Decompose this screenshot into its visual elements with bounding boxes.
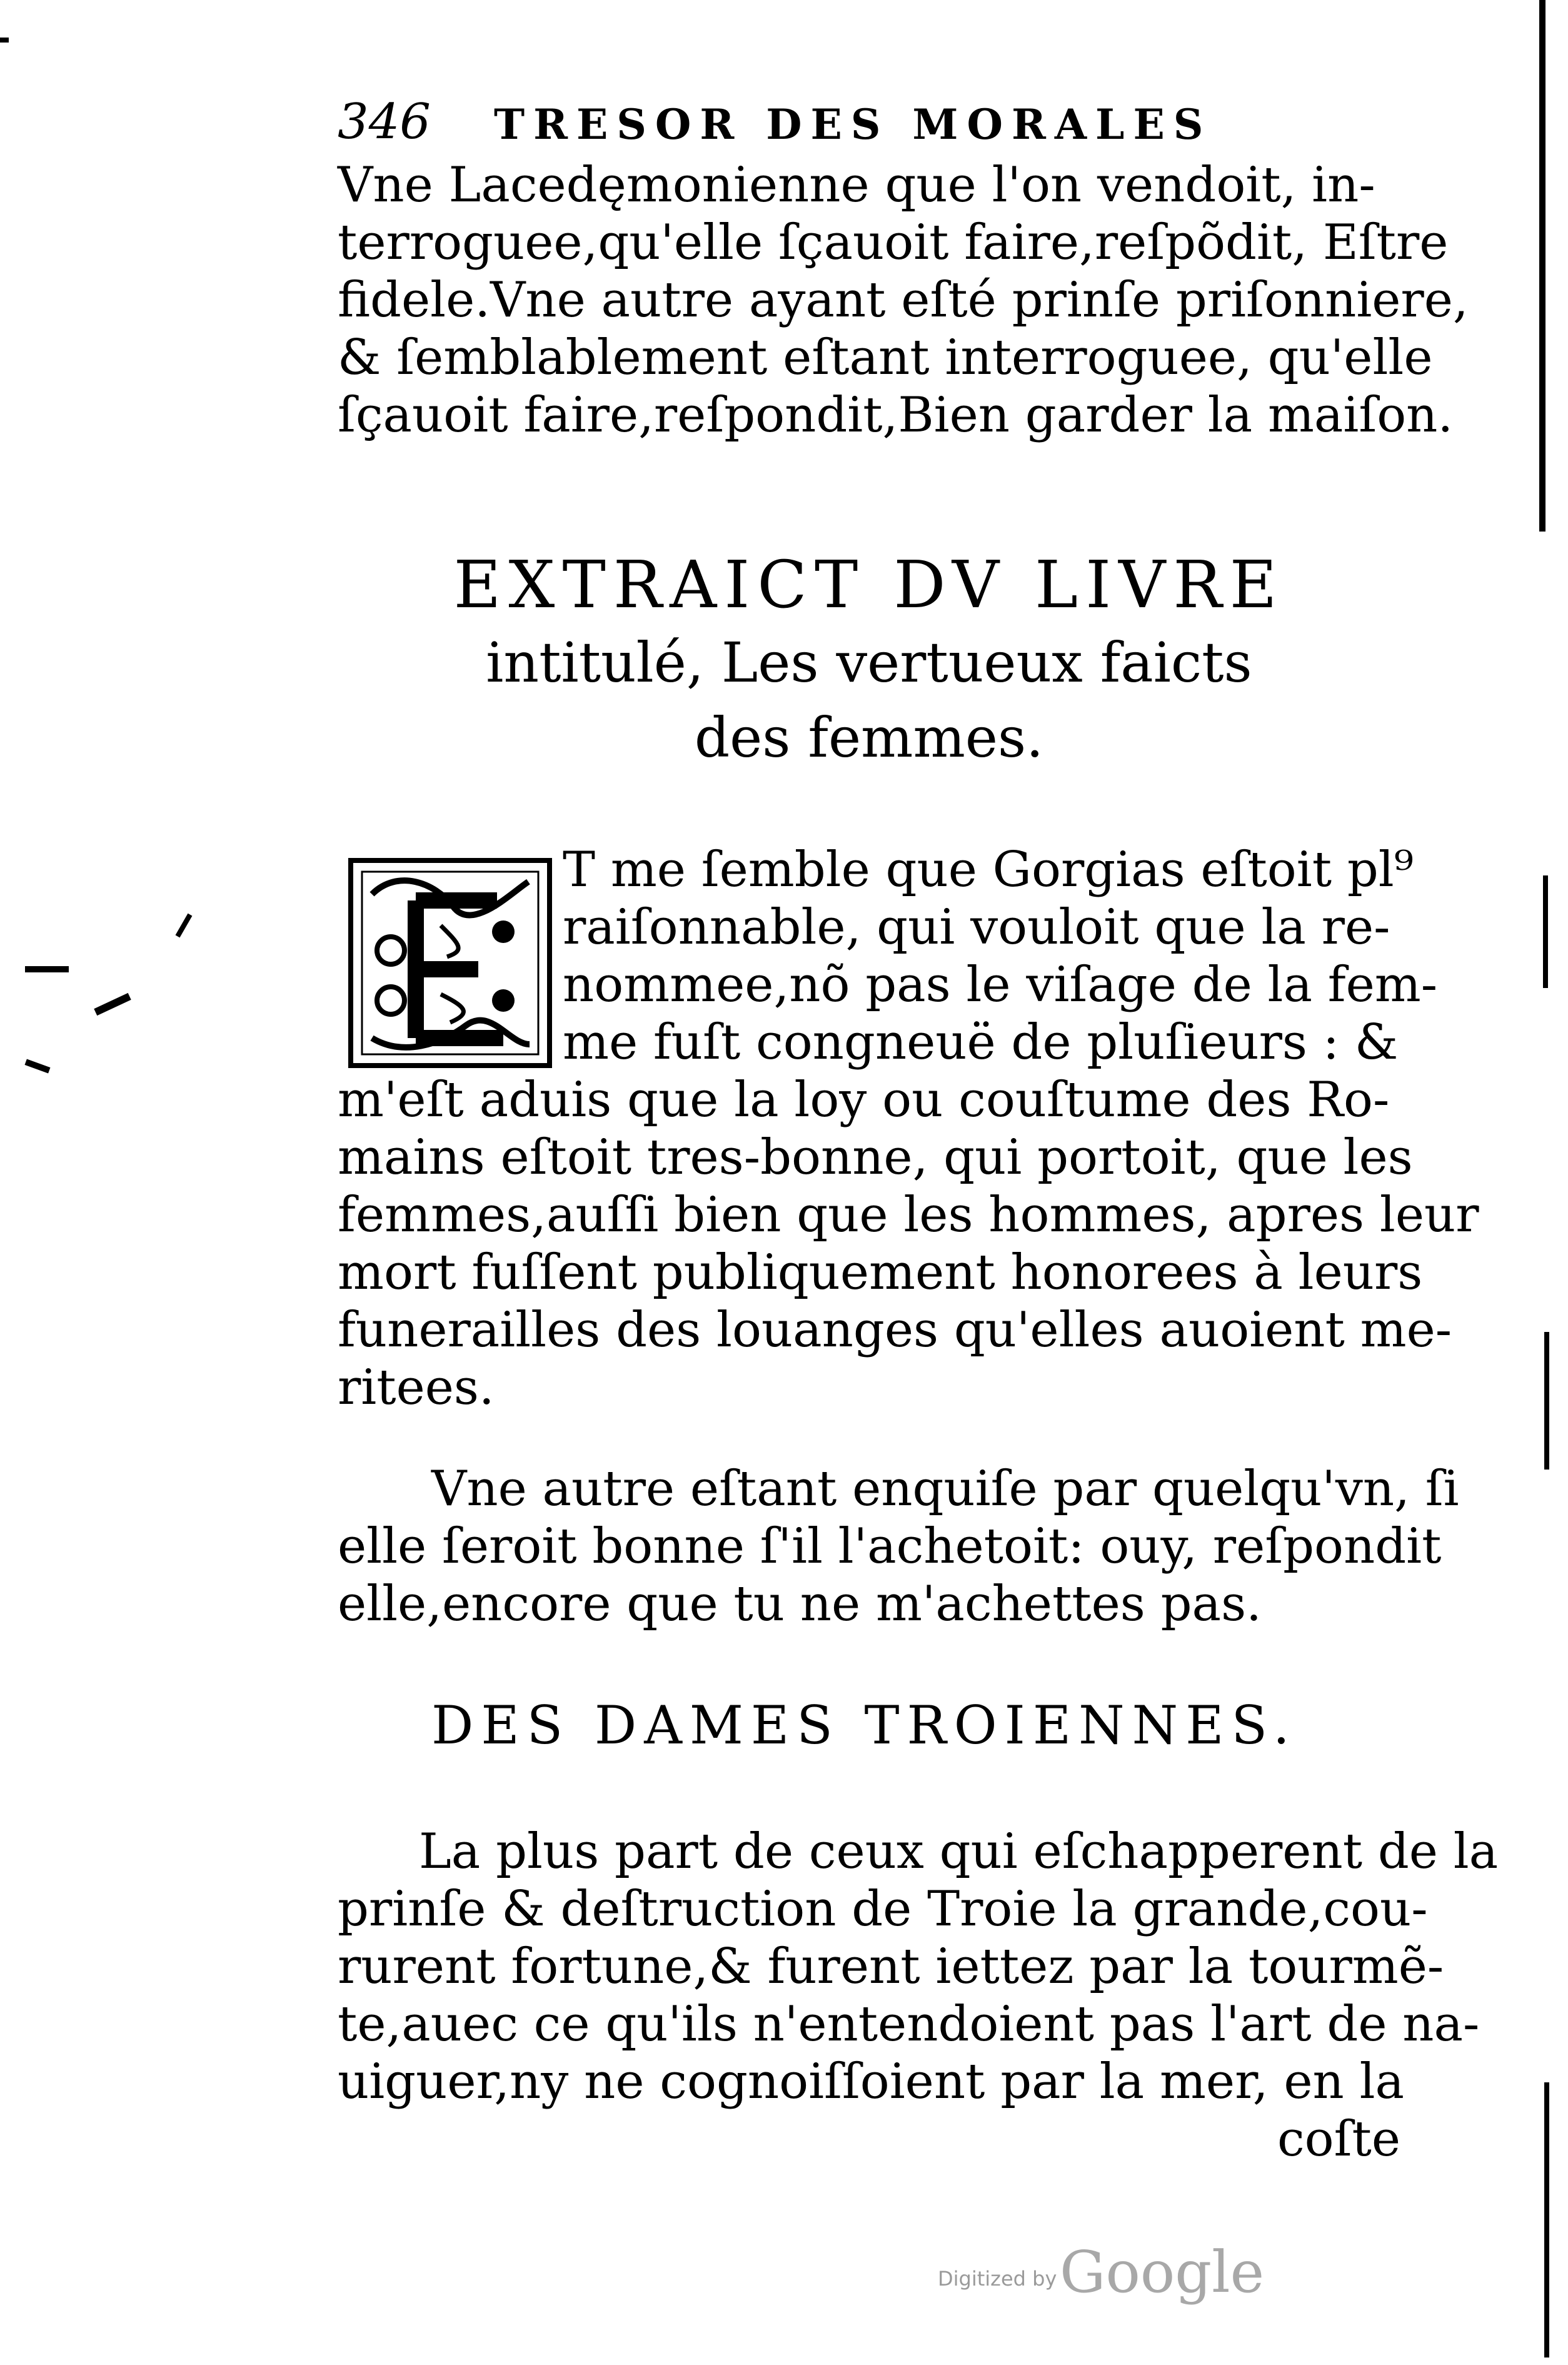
text-line: fidele.Vne autre ayant eſté prinſe priſonniere, [338,272,1469,328]
scan-edge-mark [1544,1332,1549,1470]
paragraph-1 [338,156,1469,444]
page-number: 346 [338,94,431,150]
paragraph-3 [338,1460,1459,1633]
text-line: La plus part de ceux qui eſchapperent de la [419,1823,1499,1880]
text-line: rurent fortune,& furent iettez par la tourmẽ- [338,1939,1444,1995]
scan-edge-mark [1539,0,1545,532]
text-line: Vne Lacedęmonienne que l'on vendoit, in- [338,157,1375,213]
text-line: Vne autre eſtant enquiſe par quelqu'vn, ſi [431,1461,1459,1517]
text-line: terroguee,qu'elle ſçauoit faire,reſpõdit, Eſtre [338,214,1449,271]
text-line: mains eſtoit tres-bonne, qui portoit, que les [338,1129,1413,1186]
text-line: elle,encore que tu ne m'achettes pas. [338,1576,1262,1632]
scan-edge-mark [1544,2082,1549,2357]
text-line: raiſonnable, qui vouloit que la re- [563,899,1390,956]
text-line: nommee,nõ pas le viſage de la fem- [563,957,1438,1013]
text-line: ſçauoit faire,reſpondit,Bien garder la maiſon. [338,387,1454,443]
text-line: m'eſt aduis que la loy ou couſtume des Ro- [338,1072,1390,1128]
scan-smudge [24,1059,50,1073]
heading-line: des femmes. [694,705,1044,770]
text-line: mort fuſſent publiquement honorees à leurs [338,1244,1423,1301]
paragraph-4 [338,1823,1499,2168]
text-line: & ſemblablement eſtant interroguee, qu'elle [338,330,1433,386]
running-title: TRESOR DES MORALES [494,100,1212,149]
digitization-credit [938,2239,1313,2307]
text-line: te,auec ce qu'ils n'entendoient pas l'art de na- [338,1996,1480,2052]
text-line: uiguer,ny ne cognoiſſoient par la mer, en la [338,2054,1405,2110]
scan-edge-mark [0,38,9,43]
text-line: elle ſeroit bonne ſ'il l'achetoit: ouy, reſpondit [338,1518,1442,1575]
catchword: coſte [1277,2111,1400,2167]
scan-edge-mark [1543,875,1548,988]
section-heading-extraict [338,544,1400,775]
digitized-by-label: Digitized by [938,2267,1057,2291]
running-head [338,94,1275,163]
heading-line: intitulé, Les vertueux faicts [486,630,1252,695]
text-line: funerailles des louanges qu'elles auoient me- [338,1302,1452,1358]
paragraph-2 [338,841,1479,1416]
text-line: femmes,auſſi bien que les hommes, apres leur [338,1187,1479,1243]
scan-smudge [25,966,69,972]
text-line: me fuſt congneuë de pluſieurs : & [563,1014,1399,1071]
text-line: prinſe & deſtruction de Troie la grande,cou- [338,1881,1428,1937]
text-line: ritees. [338,1359,495,1416]
scan-smudge [176,914,193,938]
heading-line: EXTRAICT DV LIVRE [453,547,1285,623]
google-wordmark: Google [1060,2239,1265,2306]
scan-smudge [94,993,131,1016]
section-heading-dames-troiennes: DES DAMES TROIENNES. [431,1695,1297,1756]
text-line: T me ſemble que Gorgias eſtoit pl⁹ [563,842,1414,898]
